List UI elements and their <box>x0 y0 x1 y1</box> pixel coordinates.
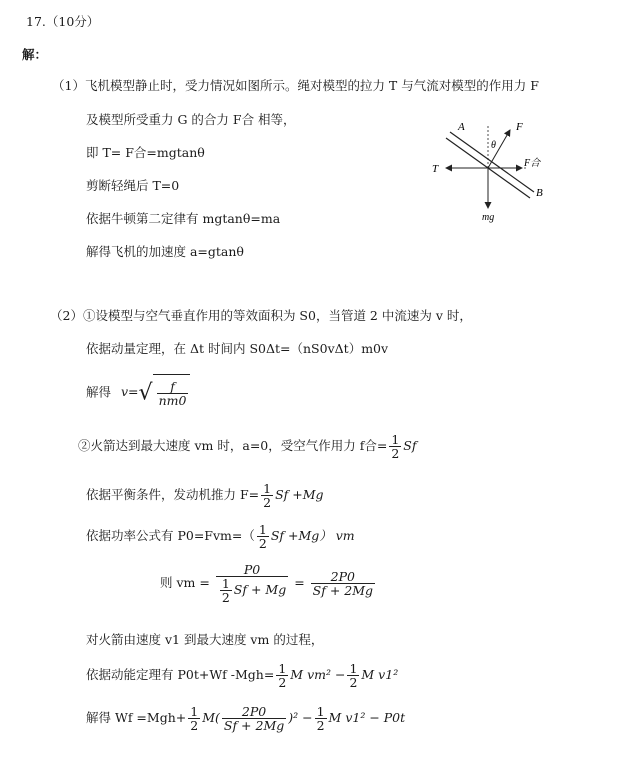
work-end: M v1² − P0t <box>328 710 406 725</box>
work-frac3-den: 2 <box>316 718 325 733</box>
part2-vm-result: 则 vm = P0 $\frac{1}{2}$ Sf + Mg = $\frac{2P0}{Sf + 2Mg}$ <box>160 562 374 605</box>
work-mid: M( <box>202 710 220 725</box>
sqrt-expression: √ $\frac{f}{nm0}$ <box>139 374 191 412</box>
solve-label: 解得 <box>86 384 112 400</box>
part1-acceleration-result: 解得飞机的加速度 a=gtanθ <box>86 244 244 259</box>
f-tail: Sf <box>403 438 417 453</box>
sqrt-num: f <box>157 380 189 394</box>
vm-inner-num: 1 <box>221 576 230 591</box>
power-tail: Sf +Mg） vm <box>270 528 355 543</box>
solution-label: 解： <box>22 47 48 62</box>
part2-work-result <box>86 700 405 736</box>
sqrt-den: nm0 <box>158 393 187 408</box>
part1-newton-second-law: 依据牛顿第二定律有 mgtanθ=ma <box>86 211 281 226</box>
part1-resultant-statement: 及模型所受重力 G 的合力 F合 相等， <box>86 112 296 127</box>
power-text: 依据功率公式有 P0=Fvm=（ <box>86 528 255 543</box>
part1-cut-rope: 剪断轻绳后 T=0 <box>86 178 180 193</box>
thrust-frac-den: 2 <box>263 495 272 510</box>
label-mg: mg <box>482 212 495 223</box>
work-frac2-num: 2P0 <box>222 705 286 719</box>
vm-inner-den: 2 <box>221 590 230 605</box>
vm-frac2-den: Sf + 2Mg <box>312 583 374 598</box>
ke-tail: M v1² <box>361 667 399 682</box>
work-frac1-den: 2 <box>190 718 199 733</box>
f-frac-den: 2 <box>391 446 400 461</box>
ke-frac1-den: 2 <box>278 675 287 690</box>
force-diagram <box>432 116 562 228</box>
part2-velocity-result <box>86 374 190 412</box>
label-theta: θ <box>491 140 496 151</box>
part1-tension-equation: 即 T= F合=mgtanθ <box>86 145 205 160</box>
work-frac1-num: 1 <box>190 704 199 719</box>
label-B: B <box>536 187 543 199</box>
part2-equilibrium <box>86 480 324 510</box>
ke-frac2-num: 1 <box>349 661 358 676</box>
part2-power-formula <box>86 521 355 551</box>
label-F: F <box>516 121 523 133</box>
label-A: A <box>458 121 465 133</box>
ke-text: 依据动能定理有 P0t+Wf -Mgh= <box>86 667 275 682</box>
work-text: 解得 Wf =Mgh+ <box>86 710 187 725</box>
part2-momentum-theorem: 依据动量定理，在 Δt 时间内 S0Δt=（nS0vΔt）m0v <box>86 341 389 356</box>
part2-kinetic-energy-theorem <box>86 660 398 690</box>
equilibrium-text: 依据平衡条件，发动机推力 F= <box>86 487 260 502</box>
part2-process-statement: 对火箭由速度 v1 到最大速度 vm 的过程， <box>86 632 324 647</box>
work-frac3-num: 1 <box>316 704 325 719</box>
vm-frac2-num: 2P0 <box>311 570 375 584</box>
thrust-frac-num: 1 <box>263 481 272 496</box>
vm-label: 则 vm = <box>160 575 210 590</box>
power-frac-num: 1 <box>258 522 267 537</box>
work-tail: )² − <box>288 710 313 725</box>
max-speed-text: ②火箭达到最大速度 vm 时，a=0，受空气作用力 f合= <box>78 438 388 453</box>
vm-frac1-num: P0 <box>216 563 288 577</box>
label-T: T <box>432 163 439 175</box>
problem-number: 17.（10分） <box>26 14 100 29</box>
f-frac-num: 1 <box>391 432 400 447</box>
part2-max-speed-condition <box>78 431 416 461</box>
work-frac2-den: Sf + 2Mg <box>223 718 285 733</box>
part2-setup: （2）①设模型与空气垂直作用的等效面积为 S0，当管道 2 中流速为 v 时， <box>50 308 472 323</box>
power-frac-den: 2 <box>258 536 267 551</box>
part1-intro: （1）飞机模型静止时，受力情况如图所示。绳对模型的拉力 T 与气流对模型的作用力 F <box>52 78 539 93</box>
ke-frac1-num: 1 <box>278 661 287 676</box>
vm-frac1-den: Sf + Mg <box>233 582 287 597</box>
ke-frac2-den: 2 <box>349 675 358 690</box>
v-lhs: v= <box>121 384 139 400</box>
thrust-tail: Sf +Mg <box>275 487 324 502</box>
ke-mid: M vm² − <box>290 667 346 682</box>
label-F-he: F合 <box>524 158 541 169</box>
